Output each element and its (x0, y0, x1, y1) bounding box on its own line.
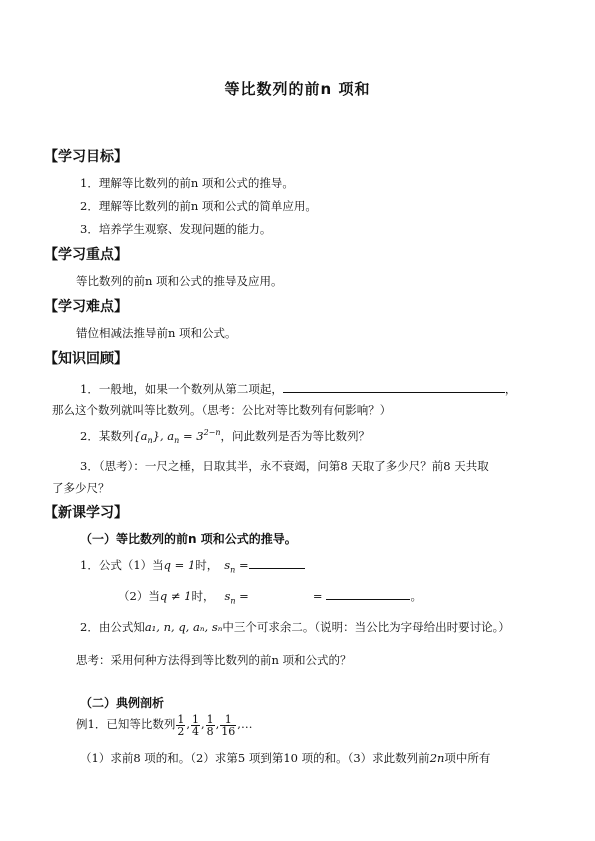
part1-heading: （一）等比数列的前n 项和公式的推导。 (80, 532, 297, 546)
formula-item-2 (80, 619, 510, 635)
formula2-answer-blank[interactable] (326, 587, 410, 600)
fraction-3-den: 8 (206, 724, 214, 738)
example1-2n: 2n (429, 751, 445, 765)
item2-prefix: 2．由公式知 (80, 620, 145, 634)
section-heading-newlesson: 【新课学习】 (44, 505, 128, 521)
goal-item-3: 3．培养学生观察、发现问题的能力。 (80, 222, 272, 236)
example1-questions-text: （1）求前8 项的和。（2）求第5 项到第10 项的和。（3）求此数列前 (80, 751, 430, 765)
review-q2-sub: n (147, 436, 153, 446)
review-q2-prefix: 2．某数列 (80, 428, 134, 443)
think-question: 思考：采用何种方法得到等比数列的前n 项和公式的？ (76, 653, 352, 667)
formula2-when: 时， (191, 589, 215, 603)
review-q1-text: 1．一般地，如果一个数列从第二项起， (80, 382, 283, 396)
formula1-when: 时， (195, 558, 219, 572)
difficulty-text: 错位相减法推导前n 项和公式。 (76, 326, 237, 340)
fraction-4 (220, 714, 236, 737)
fraction-2-den: 4 (191, 724, 199, 738)
review-q2-eq: = 3 (179, 428, 204, 443)
fraction-4-num: 1 (220, 714, 236, 726)
formula2-condition: q ≠ 1 (159, 589, 192, 603)
item2-post: 中三个可求余二。（说明：当公比为字母给出时要讨论。） (222, 620, 510, 634)
review-q2-post: ，问此数列是否为等比数列？ (220, 428, 371, 443)
section-heading-goals: 【学习目标】 (44, 149, 128, 165)
formula1-s: s (224, 558, 231, 572)
fraction-1-den: 2 (177, 724, 185, 738)
formula-case-2 (118, 587, 422, 609)
review-q2-exp: 2−n (203, 428, 221, 437)
review-q1-line2: 那么这个数列就叫等比数列。（思考：公比对等比数列有何影响？） (52, 403, 392, 417)
example-1-questions (80, 750, 490, 766)
formula1-answer-blank[interactable] (249, 556, 305, 569)
page-title: 等比数列的前n 项和 (224, 80, 371, 98)
part2-heading: （二）典例剖析 (80, 696, 165, 710)
formula2-prefix: （2）当 (118, 589, 160, 603)
example1-prefix: 例1．已知等比数列 (76, 717, 176, 731)
formula2-end: 。 (410, 589, 422, 603)
formula1-eq: = (235, 558, 249, 572)
formula2-eq: = (235, 589, 249, 603)
fraction-4-den: 16 (221, 724, 236, 738)
fraction-3 (206, 714, 215, 737)
formula1-prefix: 1．公式（1）当 (80, 558, 164, 572)
section-heading-review: 【知识回顾】 (44, 351, 128, 367)
formula2-eq2: = (312, 589, 323, 603)
fraction-2 (191, 714, 200, 737)
formula1-s-sub: n (230, 565, 236, 575)
example1-questions-end: 项中所有 (444, 751, 491, 765)
formula1-condition: q = 1 (163, 558, 196, 572)
review-q1-answer-blank[interactable] (283, 380, 505, 393)
review-q3-line1: 3．（思考）：一尺之棰，日取其半，永不衰竭，问第8 天取了多少尺？前8 天共取 (80, 459, 489, 473)
example1-tail: ,… (237, 717, 253, 731)
formula2-s: s (224, 589, 231, 603)
formula2-s-sub: n (230, 596, 236, 606)
formula-case-1 (80, 556, 305, 578)
example-1-statement: 例1．已知等比数列 $\frac{1}{2}$ , $\frac{1}{4}$ , $\frac{1}{8}$ , $\frac{1}{16}$ ,… (76, 712, 253, 738)
review-q2-sub2: n (174, 436, 180, 446)
fraction-2-num: 1 (191, 712, 199, 726)
review-q2-seq: {a (133, 428, 148, 443)
item2-vars: a₁, n, q, aₙ, sₙ (144, 620, 223, 634)
review-q2 (80, 425, 370, 449)
section-heading-difficulty: 【学习难点】 (44, 299, 128, 315)
review-q1-end: ， (504, 382, 517, 396)
section-heading-key: 【学习重点】 (44, 247, 128, 263)
key-text: 等比数列的前n 项和公式的推导及应用。 (76, 274, 283, 288)
review-q2-mid: }, a (152, 428, 175, 443)
review-q1-line1 (80, 380, 516, 397)
goal-item-2: 2．理解等比数列的前n 项和公式的简单应用。 (80, 199, 317, 213)
fraction-1 (176, 714, 185, 737)
fraction-3-num: 1 (206, 712, 214, 726)
review-q3-line2: 了多少尺？ (52, 481, 110, 495)
goal-item-1: 1．理解等比数列的前n 项和公式的推导。 (80, 176, 294, 190)
fraction-1-num: 1 (177, 712, 185, 726)
